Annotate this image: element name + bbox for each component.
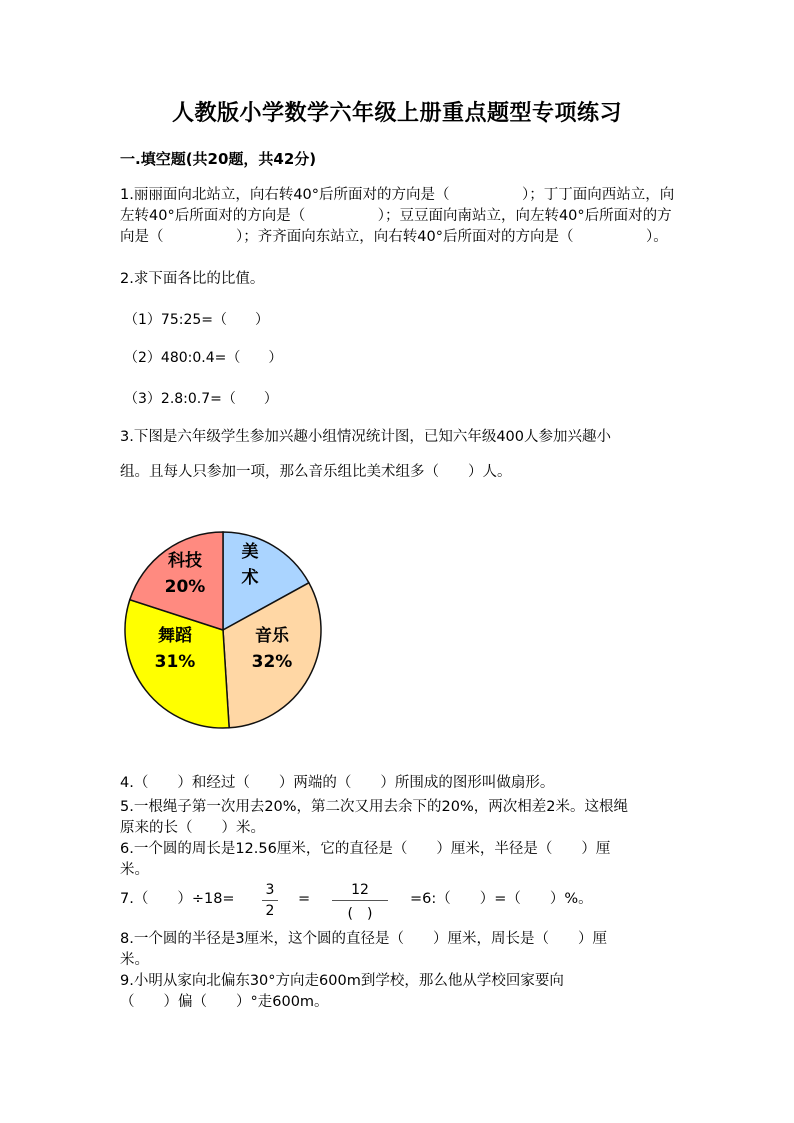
question-6-line-1: 6.一个圆的周长是12.56厘米，它的直径是（ ）厘米，半径是（ ）厘 (120, 841, 611, 857)
fraction-1-denominator: 2 (265, 903, 275, 919)
question-5-line-1: 5.一根绳子第一次用去20%，第二次又用去余下的20%，两次相差2米。这根绳 (120, 799, 629, 815)
slice-label-art-1: 美 (241, 542, 259, 562)
question-8-line-1: 8.一个圆的半径是3厘米，这个圆的直径是（ ）厘米，周长是（ ）厘 (120, 931, 608, 947)
question-7-equals: = (298, 891, 311, 907)
slice-label-music: 音乐 (255, 626, 289, 646)
slice-value-dance: 31% (154, 652, 196, 672)
fraction-three-halves (262, 882, 278, 919)
section-heading: 一.填空题(共20题，共42分) (120, 150, 317, 168)
question-2-part-3: （3）2.8:0.7=（ ） (124, 391, 278, 407)
question-4: 4.（ ）和经过（ ）两端的（ ）所围成的图形叫做扇形。 (120, 775, 555, 791)
slice-label-dance: 舞蹈 (158, 626, 192, 646)
question-2: 2.求下面各比的比值。 (120, 271, 265, 287)
page-title: 人教版小学数学六年级上册重点题型专项练习 (171, 100, 622, 126)
question-5-line-2: 原来的长（ ）米。 (120, 820, 265, 836)
slice-value-music: 32% (251, 652, 293, 672)
question-9-line-1: 9.小明从家向北偏东30°方向走600m到学校，那么他从学校回家要向 (120, 973, 564, 989)
question-3-line-1: 3.下图是六年级学生参加兴趣小组情况统计图，已知六年级400人参加兴趣小 (120, 429, 612, 445)
question-2-part-1: （1）75:25=（ ） (124, 312, 269, 328)
question-8-line-2: 米。 (120, 952, 149, 968)
question-7-end: =6:（ ）=（ ）%。 (410, 891, 593, 907)
question-3-line-2: 组。且每人只参加一项，那么音乐组比美术组多（ ）人。 (120, 464, 512, 480)
slice-label-tech: 科技 (168, 551, 202, 571)
slice-value-tech: 20% (164, 577, 206, 597)
question-1: 1.丽丽面向北站立，向右转40°后所面对的方向是（ ）；丁丁面向西站立，向左转40°后所面对的方向是（ ）；豆豆面向南站立，向左转40°后所面对的方向是（ ）；齐齐面向东站立，向右转40°后所面对的方向是（ ）。 (120, 187, 675, 245)
fraction-2-bar (332, 900, 388, 901)
fraction-twelve-over-blank (332, 882, 388, 923)
fraction-1-bar (262, 900, 278, 901)
pie-chart (118, 528, 328, 732)
question-2-part-2: （2）480:0.4=（ ） (124, 350, 283, 366)
fraction-2-denominator: ( ) (347, 906, 373, 922)
fraction-2-numerator: 12 (351, 882, 369, 898)
question-7-start: 7.（ ）÷18= (120, 891, 235, 907)
fraction-1-numerator: 3 (265, 882, 275, 898)
question-6-line-2: 米。 (120, 862, 149, 878)
slice-label-art-2: 术 (241, 568, 259, 588)
question-9-line-2: （ ）偏（ ）°走600m。 (120, 994, 329, 1010)
